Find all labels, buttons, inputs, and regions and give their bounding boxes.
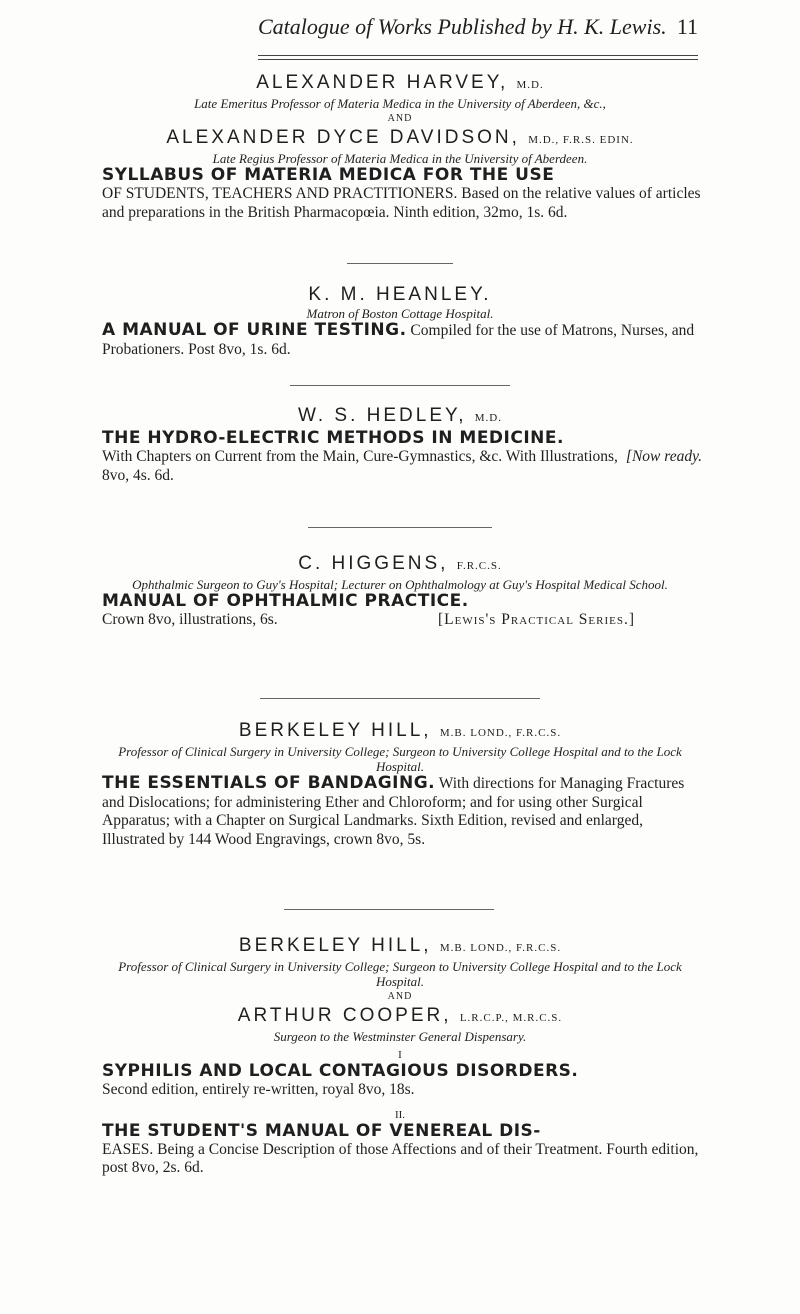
book-title: SYLLABUS OF MATERIA MEDICA FOR THE USE xyxy=(102,165,555,185)
book-title: SYPHILIS AND LOCAL CONTAGIOUS DISORDERS. xyxy=(102,1061,579,1081)
book-title: THE STUDENT'S MANUAL OF VENEREAL DIS- xyxy=(102,1120,541,1141)
author-affiliation: Late Regius Professor of Materia Medica in the University of Aberdeen. xyxy=(212,151,588,166)
book-description: With Chapters on Current from the Main, Cure-Gymnastics, &c. With Illustrations, 8vo, 4s. 6d. xyxy=(102,448,618,484)
author-name: C. HIGGENS, F.R.C.S. xyxy=(298,553,502,574)
work-numeral: II. xyxy=(394,1108,406,1121)
book-description: Crown 8vo, illustrations, 6s. xyxy=(102,611,278,628)
author-name: ARTHUR COOPER, L.R.C.P., M.R.C.S. xyxy=(237,1005,563,1026)
book-entry-text xyxy=(102,429,702,485)
book-entry-text xyxy=(102,166,702,222)
section-divider xyxy=(284,909,494,910)
author-affiliation: Professor of Clinical Surgery in University College; Surgeon to University College Hospital and to the Lock Hospital. xyxy=(118,744,682,774)
page-header xyxy=(258,14,698,58)
author-name: K. M. HEANLEY. xyxy=(308,284,492,305)
and-separator: AND xyxy=(387,991,413,1002)
book-entry-text xyxy=(102,592,702,630)
book-entry-text xyxy=(102,1122,702,1178)
catalogue-entry xyxy=(0,405,800,485)
book-title: A MANUAL OF URINE TESTING. xyxy=(102,320,407,340)
author-name: ALEXANDER DYCE DAVIDSON, M.D., F.R.S. EDIN. xyxy=(166,127,634,148)
book-description: With directions for Managing Fractures and Dislocations; for administering Ether and Chloroform; and for using other Surgical Apparatus; with a Chapter on Surgical Landmarks. Sixth Edition, revised and enlarged, Illustrated by 144 Wood Engravings, crown 8vo, 5s. xyxy=(102,775,685,848)
section-divider xyxy=(308,527,492,528)
work-numeral: I xyxy=(398,1049,402,1061)
author-affiliation: Ophthalmic Surgeon to Guy's Hospital; Lecturer on Ophthalmology at Guy's Hospital Medical School. xyxy=(132,577,668,592)
running-title: Catalogue of Works Published by H. K. Lewis. xyxy=(258,14,667,39)
and-separator: AND xyxy=(387,113,413,124)
book-entry-text xyxy=(102,321,702,359)
author-name: BERKELEY HILL, M.B. LOND., F.R.C.S. xyxy=(238,720,562,741)
author-affiliation: Late Emeritus Professor of Materia Medica in the University of Aberdeen, &c., xyxy=(194,96,606,111)
book-title: THE ESSENTIALS OF BANDAGING. xyxy=(102,773,436,793)
author-name: BERKELEY HILL, M.B. LOND., F.R.C.S. xyxy=(238,935,562,956)
book-title: THE HYDRO-ELECTRIC METHODS IN MEDICINE. xyxy=(102,428,564,448)
catalogue-entry xyxy=(0,72,800,222)
catalogue-entry xyxy=(0,935,800,1178)
page-number: 11 xyxy=(676,14,698,39)
catalogue-entry xyxy=(0,284,800,359)
book-description: OF STUDENTS, TEACHERS AND PRACTITIONERS. Based on the relative values of articles and preparations in the British Pharmacopœia. Ninth edition, 32mo, 1s. 6d. xyxy=(102,185,701,221)
catalogue-entry xyxy=(0,553,800,630)
author-affiliation: Matron of Boston Cottage Hospital. xyxy=(306,306,494,321)
author-name: W. S. HEDLEY, M.D. xyxy=(297,405,503,426)
book-description: Second edition, entirely re-written, royal 8vo, 18s. xyxy=(102,1081,415,1098)
book-title: MANUAL OF OPHTHALMIC PRACTICE. xyxy=(102,591,469,611)
book-entry-text xyxy=(102,774,702,849)
author-affiliation: Surgeon to the Westminster General Dispensary. xyxy=(273,1029,527,1044)
book-description: Compiled for the use of Matrons, Nurses, and Probationers. Post 8vo, 1s. 6d. xyxy=(102,322,695,358)
section-divider xyxy=(260,698,540,699)
author-affiliation: Professor of Clinical Surgery in University College; Surgeon to University College Hospital and to the Lock Hospital. xyxy=(118,959,682,989)
book-description: EASES. Being a Concise Description of those Affections and of their Treatment. Fourth edition, post 8vo, 2s. 6d. xyxy=(102,1140,699,1176)
catalogue-entry xyxy=(0,720,800,849)
series-note: [Lewis's Practical Series.] xyxy=(438,611,636,628)
book-entry-text xyxy=(102,1062,702,1100)
section-divider xyxy=(347,263,453,264)
availability-note: [Now ready. xyxy=(625,448,702,465)
header-rule xyxy=(258,55,698,56)
section-divider xyxy=(290,385,510,386)
author-name: ALEXANDER HARVEY, M.D. xyxy=(256,72,544,93)
header-rule xyxy=(258,59,698,60)
